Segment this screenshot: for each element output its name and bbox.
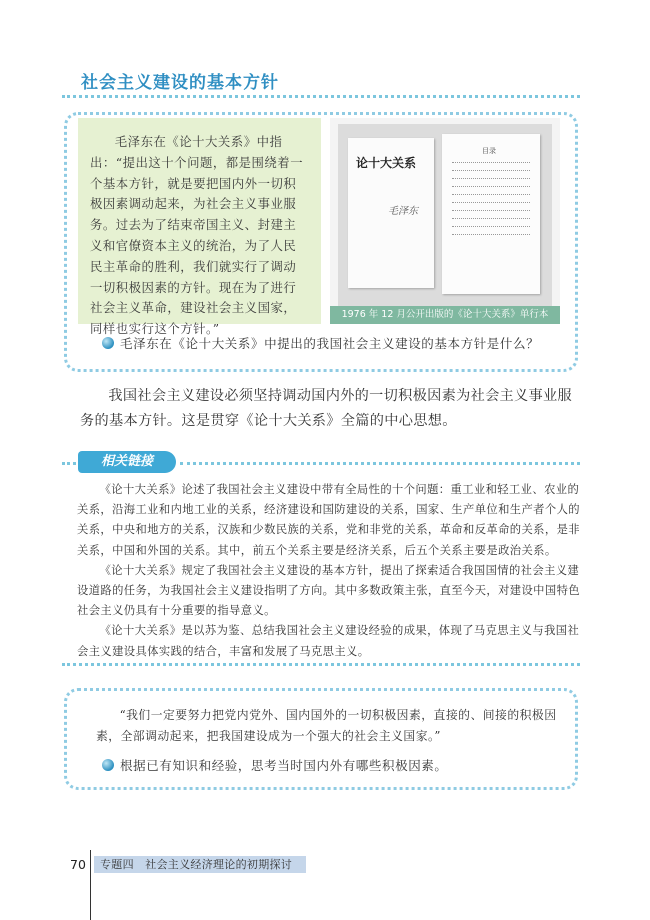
question-2-text: 根据已有知识和经验，思考当时国内外有哪些积极因素。 (120, 758, 448, 773)
related-links-content (77, 480, 581, 662)
toc-line (452, 226, 530, 227)
question-bullet-icon (102, 759, 114, 771)
book-cover-signature: 毛泽东 (388, 206, 418, 217)
section-title: 社会主义建设的基本方针 (81, 73, 279, 93)
toc-heading: 目录 (482, 147, 496, 155)
toc-line (452, 170, 530, 171)
photo-caption: 1976 年 12 月公开出版的《论十大关系》单行本 (330, 306, 560, 324)
section-divider (62, 95, 580, 98)
related-divider-left (62, 462, 76, 465)
book-cover (348, 138, 434, 288)
book-toc-page (442, 134, 540, 294)
question-2 (102, 756, 448, 774)
photo-area (338, 124, 552, 308)
toc-line (452, 186, 530, 187)
book-cover-title: 论十大关系 (356, 156, 417, 170)
toc-line (452, 178, 530, 179)
related-paragraph: 《论十大关系》论述了我国社会主义建设中带有全局性的十个问题：重工业和轻工业、农业的关系，沿海工业和内地工业的关系，经济建设和国防建设的关系，国家、生产单位和生产者个人的关系，中央和地方的关系，汉族和少数民族的关系，党和非党的关系，革命和反革命的关系，是非关系，中国和外国的关系。其中，前五个关系主要是经济关系，后五个关系主要是政治关系。 (77, 483, 580, 557)
related-paragraph: 《论十大关系》是以苏为鉴、总结我国社会主义建设经验的成果，体现了马克思主义与我国社会主义建设具体实践的结合，丰富和发展了马克思主义。 (77, 624, 580, 658)
footer-divider (90, 850, 91, 920)
toc-line (452, 210, 530, 211)
quote-panel (78, 118, 321, 337)
question-1 (102, 334, 539, 352)
toc-line (452, 194, 530, 195)
toc-line (452, 218, 530, 219)
toc-line (452, 202, 530, 203)
quote-text: 毛泽东在《论十大关系》中指出：“提出这十个问题，都是围绕着一个基本方针，就是要把国内外一切积极因素调动起来，为社会主义事业服务。过去为了结束帝国主义、封建主义和官僚资本主义的统治，为了人民民主革命的胜利，我们就实行了调动一切积极因素的方针。现在为了进行社会主义革命，建设社会主义国家，同样也实行这个方针。” (90, 134, 304, 337)
body-paragraph: 我国社会主义建设必须坚持调动国内外的一切积极因素为社会主义事业服务的基本方针。这是贯穿《论十大关系》全篇的中心思想。 (80, 388, 572, 429)
related-divider-right (180, 462, 580, 465)
page-number: 70 (70, 857, 86, 872)
related-divider-bottom (62, 663, 580, 666)
toc-line (452, 162, 530, 163)
question-1-text: 毛泽东在《论十大关系》中提出的我国社会主义建设的基本方针是什么？ (120, 336, 540, 351)
chapter-label: 专题四 社会主义经济理论的初期探讨 (94, 856, 306, 873)
quote2-text: “我们一定要努力把党内党外、国内国外的一切积极因素，直接的、间接的积极因素，全部调动起来，把我国建设成为一个强大的社会主义国家。” (96, 708, 557, 743)
book-photo (330, 118, 560, 324)
related-links-tag: 相关链接 (78, 451, 176, 473)
toc-line (452, 234, 530, 235)
related-paragraph: 《论十大关系》规定了我国社会主义建设的基本方针，提出了探索适合我国国情的社会主义建设道路的任务，为我国社会主义建设指明了方向。其中多数政策主张，直至今天，对建设中国特色社会主义仍具有十分重要的指导意义。 (77, 563, 580, 618)
question-bullet-icon (102, 337, 114, 349)
